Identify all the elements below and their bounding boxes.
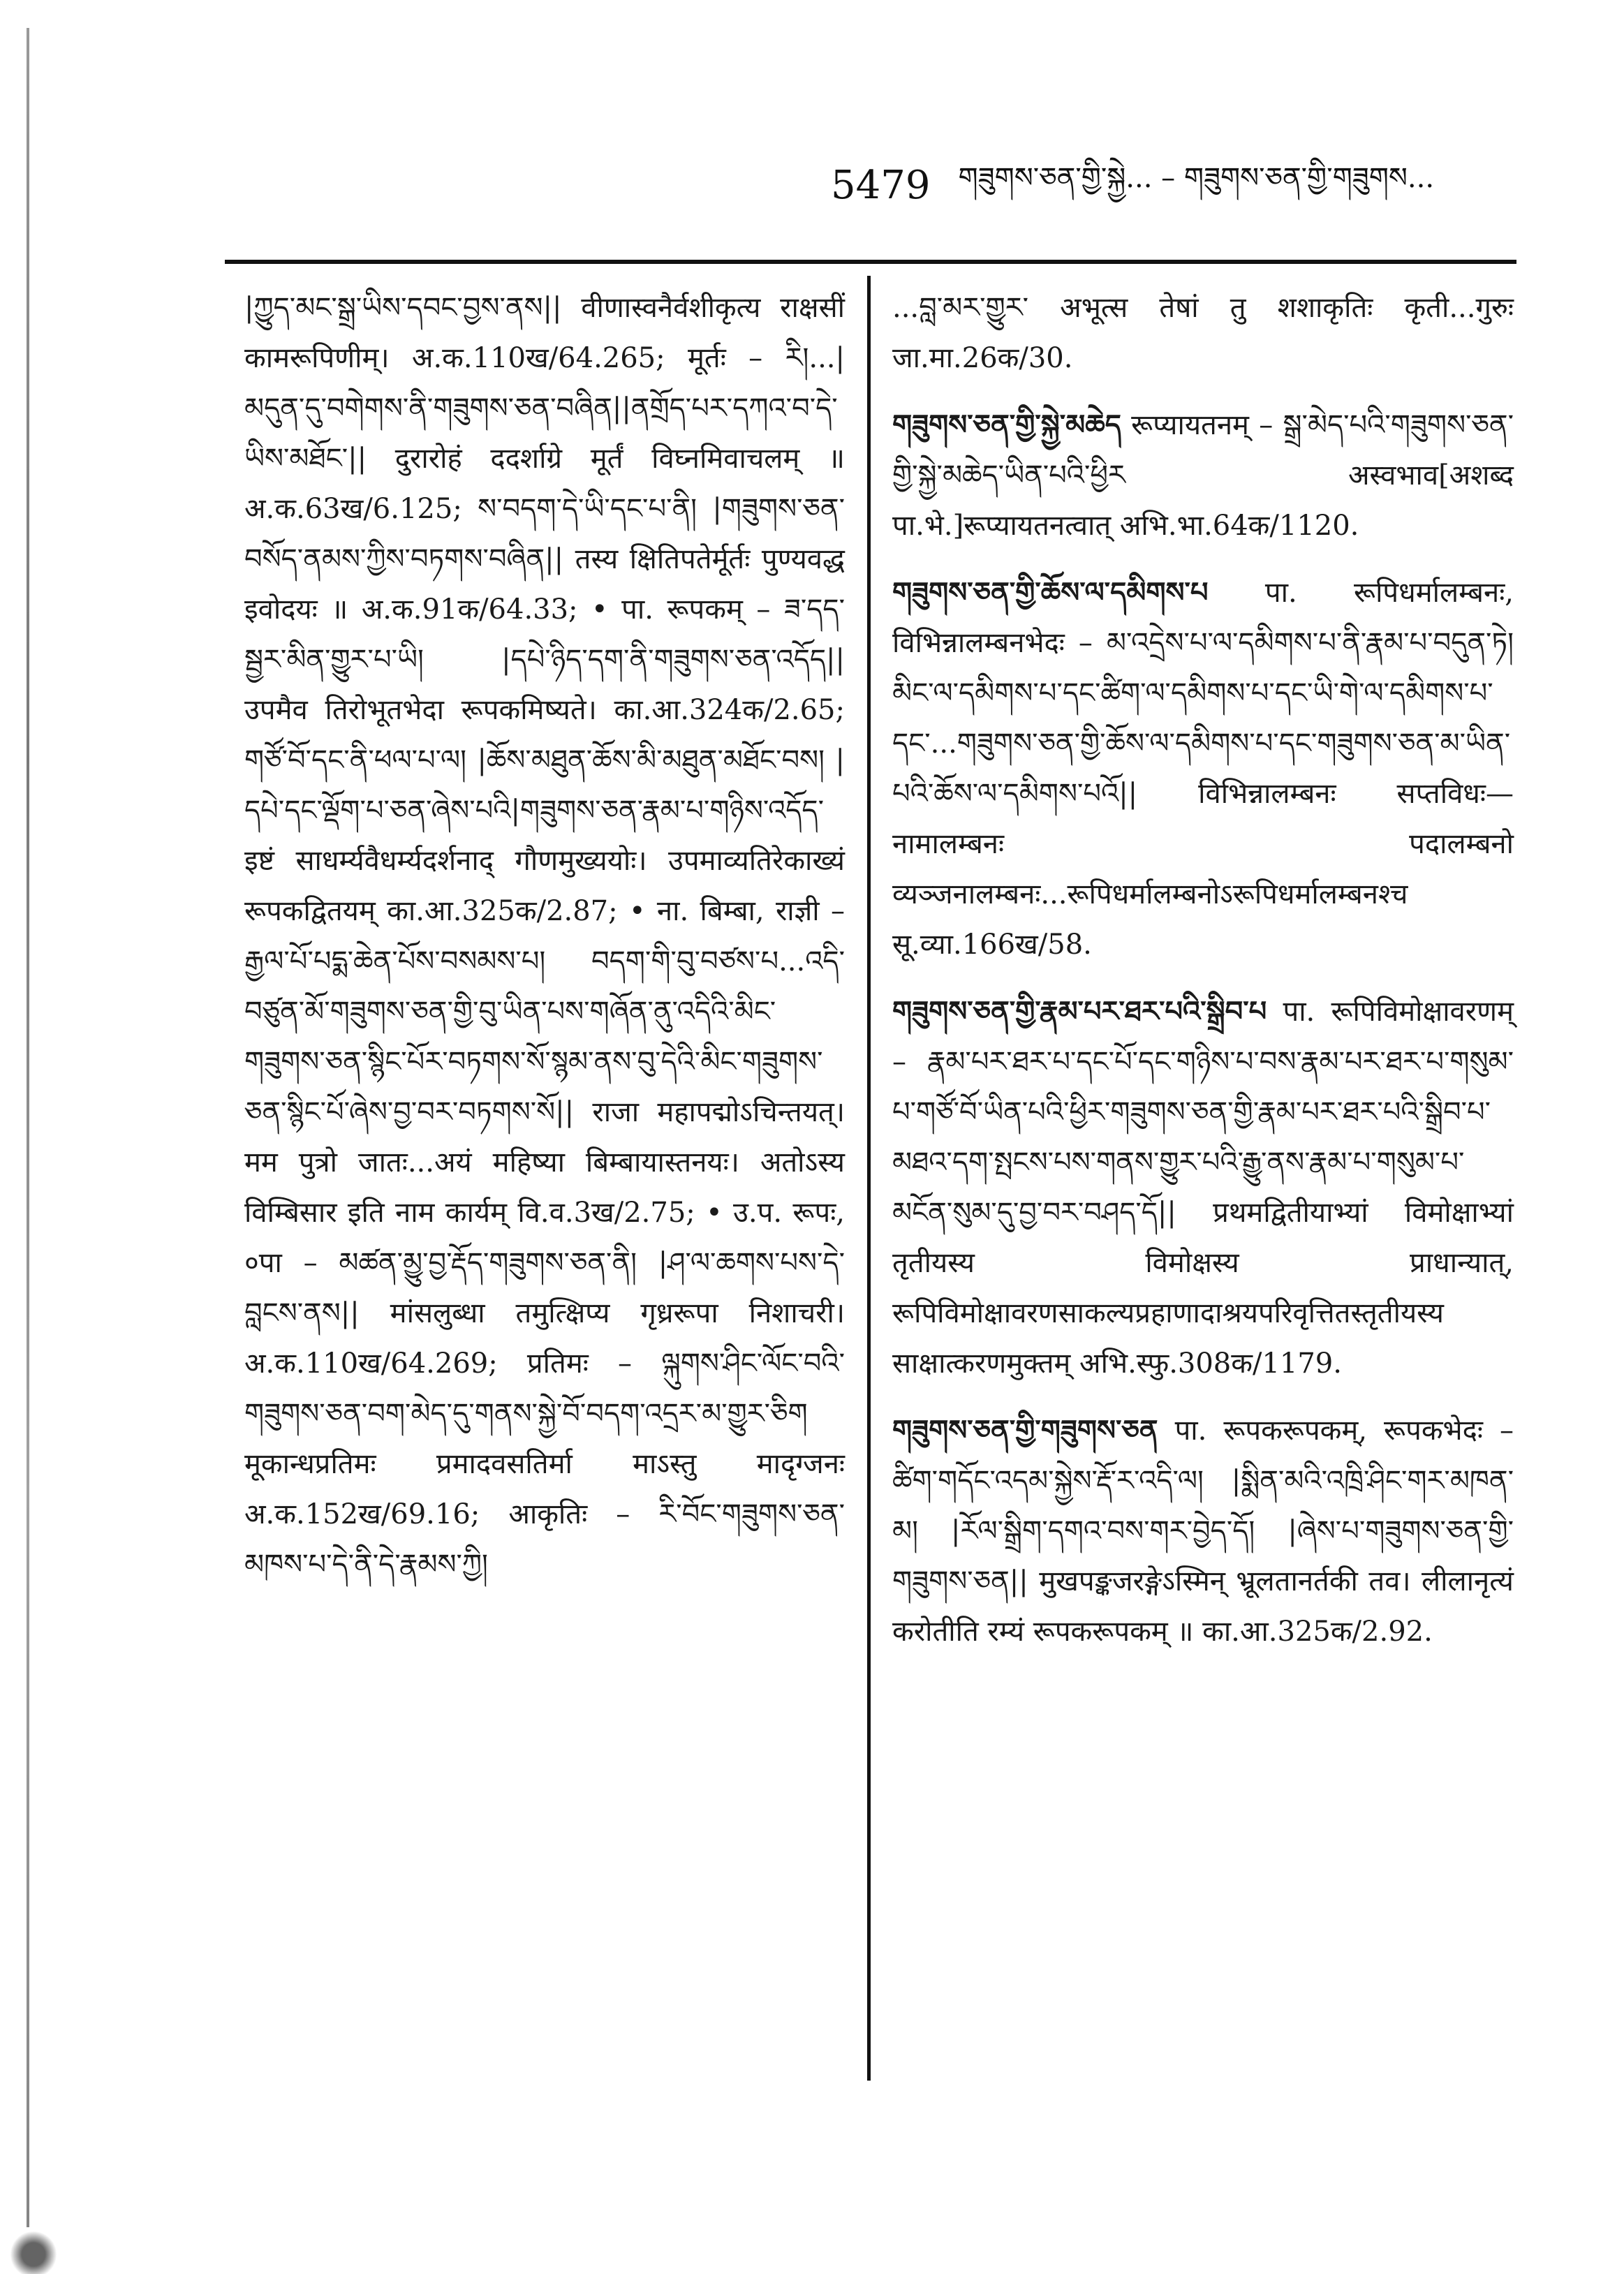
dictionary-entry (892, 568, 1514, 970)
entry-headword: གཟུགས་ཅན་གྱི་སྐྱེ་མཆེད (892, 408, 1121, 441)
entry-text: रूप्यायतनम् – སྒྲ་མེད་པའི་གཟུགས་ཅན་གྱི་སྐྱེ་མཆེད་ཡིན་པའི་ཕྱིར अस्वभाव[अशब्द पा.भे.]रूप्यायतनत्वात् अभि.भा.64क/1120. (892, 409, 1514, 542)
page-header (831, 154, 1529, 216)
scan-corner-mark (0, 2225, 84, 2274)
entry-headword: གཟུགས་ཅན་གྱི་ཆོས་ལ་དམིགས་པ (892, 576, 1209, 609)
entry-text: पा. रूपिविमोक्षावरणम् – རྣམ་པར་ཐར་པ་དང་པོ་དང་གཉིས་པ་བས་རྣམ་པར་ཐར་པ་གསུམ་པ་གཙོ་བོ་ཡིན་པའི་ཕྱིར་གཟུགས་ཅན་གྱི་རྣམ་པར་ཐར་པའི་སྒྲིབ་པ་མཐའ་དག་སྤངས་པས་གནས་གྱུར་པའི་རྒྱུ་ནས་རྣམ་པ་གསུམ་པ་མངོན་སུམ་དུ་བྱ་བར་བཤད་དོ|| प्रथमद्वितीयाभ्यां विमोक्षाभ्यां तृतीयस्य विमोक्षस्य प्राधान्यात्, रूपिविमोक्षावरणसाकल्यप्रहाणादाश्रयपरिवृत्तितस्तृतीयस्य साक्षात्करणमुक्तम् अभि.स्फु.308क/1179. (892, 996, 1514, 1380)
running-head: གཟུགས་ཅན་གྱི་སྐྱེ... – གཟུགས་ཅན་གྱི་གཟུགས... (958, 161, 1435, 194)
page-number: 5479 (831, 162, 931, 208)
entry-text: पा. रूपिधर्मालम्बनः, विभिन्नालम्बनभेदः – མ་འདྲེས་པ་ལ་དམིགས་པ་ནི་རྣམ་པ་བདུན་ཏེ། མིང་ལ་དམིགས་པ་དང་ཚིག་ལ་དམིགས་པ་དང་ཡི་གེ་ལ་དམིགས་པ་དང་...གཟུགས་ཅན་གྱི་ཆོས་ལ་དམིགས་པ་དང་གཟུགས་ཅན་མ་ཡིན་པའི་ཆོས་ལ་དམིགས་པའོ|| विभिन्नालम्बनः सप्तविधः—नामालम्बनः पदालम्बनो व्यञ्जनालम्बनः...रूपिधर्मालम्बनोऽरूपिधर्मालम्बनश्च सू.व्या.166ख/58. (892, 577, 1514, 961)
entry-continuation: ...བླ་མར་གྱུར་ अभूत्स तेषां तु शशाकृतिः कृती...गुरुः जा.मा.26क/30. (892, 292, 1514, 374)
dictionary-entry (892, 1405, 1514, 1657)
entry-text: पा. रूपकरूपकम्, रूपकभेदः – ཚིག་གདོང་འདམ་སྐྱེས་རྡོ་ར་འདི་ལ། |སྨིན་མའི་འཁྲི་ཤིང་གར་མཁན་མ། |རོལ་སྒྲིག་དགའ་བས་གར་བྱེད་དོ། |ཞེས་པ་གཟུགས་ཅན་གྱི་གཟུགས་ཅན|| मुखपङ्कजरङ्गेऽस्मिन् भ्रूलतानर्तकी तव। लीलानृत्यं करोतीति रम्यं रूपकरूपकम् ॥ का.आ.325क/2.92. (892, 1415, 1514, 1648)
entry-continuation: |ཀྱུད་མང་སྒྲ་ཡིས་དབང་བྱས་ནས|| वीणास्वनैर्वशीकृत्य राक्षसीं कामरूपिणीम्। अ.क.110ख/64.265; मूर्तः – རི།...|མདུན་དུ་བགེགས་ནི་གཟུགས་ཅན་བཞིན||ནགྲོད་པར་དཀའ་བ་དེ་ཡིས་མཐོང་|| दुरारोहं ददर्शाग्रे मूर्तं विघ्नमिवाचलम् ॥ अ.क.63ख/6.125; ས་བདག་དེ་ཡི་དང་པ་ནི། |གཟུགས་ཅན་བསོད་ནམས་ཀྱིས་བཏགས་བཞིན|| तस्य क्षितिपतेर्मूर्तः पुण्यवद्ध इवोदयः ॥ अ.क.91क/64.33; • पा. रूपकम् – ཟ་དད་སྦྱར་མིན་གྱུར་པ་ཡི། |དཔེ་ཉིད་དག་ནི་གཟུགས་ཅན་འདོད|| उपमैव तिरोभूतभेदा रूपकमिष्यते। का.आ.324क/2.65; གཙོ་བོ་དང་ནི་ཕལ་པ་ལ། |ཆོས་མཐུན་ཆོས་མི་མཐུན་མཐོང་བས། |དཔེ་དང་ལྡོག་པ་ཅན་ཞེས་པའི|གཟུགས་ཅན་རྣམ་པ་གཉིས་འདོད་ इष्टं साधर्म्यवैधर्म्यदर्शनाद् गौणमुख्ययोः। उपमाव्यतिरेकाख्यं रूपकद्वितयम् का.आ.325क/2.87; • ना. बिम्बा, राज्ञी – རྒྱལ་པོ་པདྨ་ཆེན་པོས་བསམས་པ། བདག་གི་བུ་བཙས་པ...འདི་བཙུན་མོ་གཟུགས་ཅན་གྱི་བུ་ཡིན་པས་གཞོན་ནུ་འདིའི་མིང་གཟུགས་ཅན་སྙིང་པོར་བཏགས་སོ་སྙམ་ནས་བུ་དེའི་མིང་གཟུགས་ཅན་སྙིང་པོ་ཞེས་བྱ་བར་བཏགས་སོ|| राजा महापद्मोऽचिन्तयत्। मम पुत्रो जातः...अयं महिष्या बिम्बायास्तनयः। अतोऽस्य विम्बिसार इति नाम कार्यम् वि.व.3ख/2.75; • उ.प. रूपः, ०पा – མཚན་མྱུ་བྱ་རྡོད་གཟུགས་ཅན་ནི། |ཤ་ལ་ཆགས་པས་དེ་བླངས་ནས|| मांसलुब्धा तमुत्क्षिप्य गृध्ररूपा निशाचरी। अ.क.110ख/64.269; प्रतिमः – ལྐུགས་ཤིང་ལོང་བའི་གཟུགས་ཅན་བག་མེད་དུ་གནས་སྐྱེ་བོ་བདག་འདྲར་མ་གྱུར་ཅིག मूकान्धप्रतिमः प्रमादवसतिर्मा माऽस्तु मादृग्जनः अ.क.152ख/69.16; आकृतिः – རི་བོང་གཟུགས་ཅན་མཁས་པ་དེ་ནི་དེ་རྣམས་ཀྱི། (244, 292, 845, 1581)
left-column (244, 283, 845, 1607)
right-column (892, 283, 1514, 1674)
scan-edge-line (27, 28, 29, 2227)
dictionary-entry (892, 987, 1514, 1389)
header-rule (225, 260, 1516, 264)
entry-headword: གཟུགས་ཅན་གྱི་རྣམ་པར་ཐར་པའི་སྒྲིབ་པ (892, 995, 1267, 1028)
entry-headword: གཟུགས་ཅན་གྱི་གཟུགས་ཅན (892, 1414, 1158, 1447)
dictionary-entry (892, 400, 1514, 551)
column-divider (867, 276, 871, 2081)
